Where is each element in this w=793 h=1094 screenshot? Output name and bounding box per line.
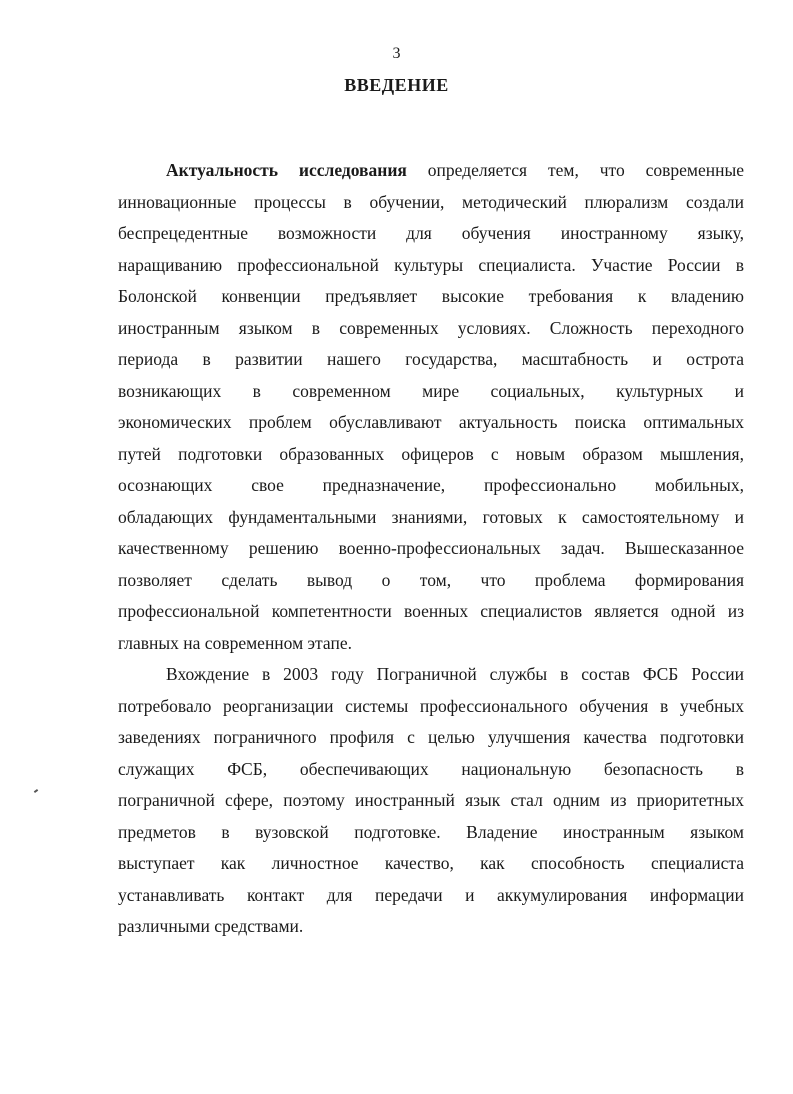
document-body (118, 155, 744, 943)
paragraph-line: обладающих фундаментальными знаниями, готовых к самостоятельному и (118, 506, 744, 527)
paragraph-line: различными средствами. (118, 916, 304, 936)
paragraph-line: главных на современном этапе. (118, 632, 352, 653)
paragraph-line: выступает как личностное качество, как способность специалиста (118, 853, 744, 873)
paragraph-line: осознающих свое предназначение, профессионально мобильных, (118, 475, 744, 495)
paragraph-line: экономических проблем обуславливают актуальность поиска оптимальных (118, 412, 744, 432)
paragraph-line: иностранным языком в современных условиях. Сложность переходного (118, 317, 744, 338)
paragraph-line: наращиванию профессиональной культуры специалиста. Участие России в (118, 254, 744, 275)
paragraph-relevance (118, 155, 744, 659)
paragraph-border-service (118, 659, 744, 943)
paragraph-line: потребовало реорганизации системы профессионального обучения в учебных (118, 695, 744, 716)
paragraph-line: путей подготовки образованных офицеров с новым образом мышления, (118, 443, 744, 464)
paragraph-line: пограничной сфере, поэтому иностранный язык стал одним из приоритетных (118, 790, 744, 810)
paragraph-line: профессиональной компетентности военных специалистов является одной из (118, 601, 744, 621)
paragraph-line: устанавливать контакт для передачи и аккумулирования информации (118, 884, 744, 905)
paragraph-line (118, 155, 744, 187)
scan-mark (34, 789, 38, 793)
paragraph-line: Болонской конвенции предъявляет высокие требования к владению (118, 286, 744, 306)
line-text: определяется тем, что современные (406, 160, 744, 180)
paragraph-line: периода в развитии нашего государства, масштабность и острота (118, 349, 744, 369)
paragraph-line: служащих ФСБ, обеспечивающих национальную безопасность в (118, 758, 744, 779)
paragraph-line: качественному решению военно-профессиональных задач. Вышесказанное (118, 538, 744, 558)
page-number: 3 (392, 45, 401, 62)
paragraph-line: предметов в вузовской подготовке. Владение иностранным языком (118, 821, 744, 842)
paragraph-line: Вхождение в 2003 году Пограничной службы в состав ФСБ России (166, 664, 744, 684)
paragraph-line: инновационные процессы в обучении, методический плюрализм создали (118, 191, 744, 212)
paragraph-line: беспрецедентные возможности для обучения иностранному языку, (118, 223, 744, 243)
paragraph-line: возникающих в современном мире социальных, культурных и (118, 380, 744, 401)
page-title: ВВЕДЕНИЕ (344, 75, 449, 95)
lead-bold-text: Актуальность исследования (166, 160, 407, 180)
paragraph-line: позволяет сделать вывод о том, что проблема формирования (118, 569, 744, 590)
paragraph-line: заведениях пограничного профиля с целью улучшения качества подготовки (118, 727, 744, 747)
